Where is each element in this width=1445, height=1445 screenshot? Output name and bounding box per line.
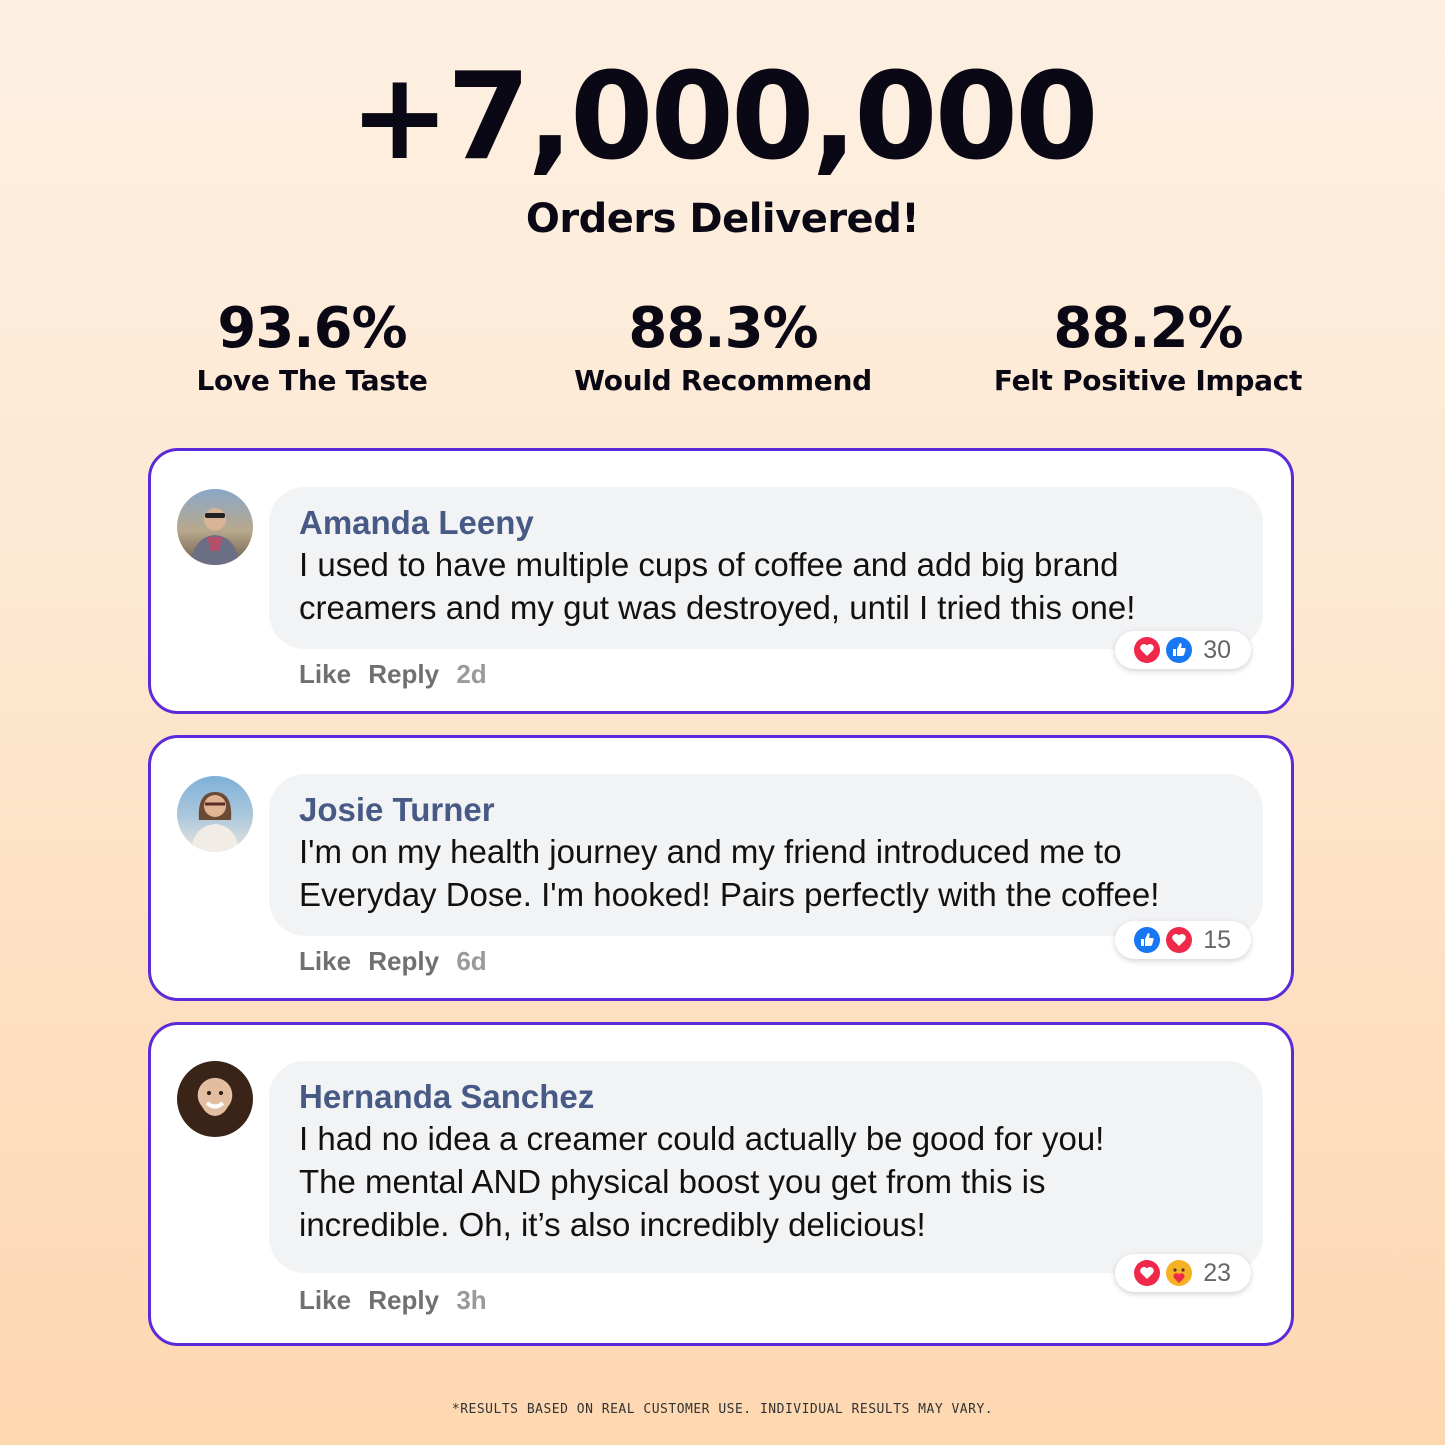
disclaimer: *RESULTS BASED ON REAL CUSTOMER USE. INDIVIDUAL RESULTS MAY VARY. — [451, 1402, 994, 1417]
stat-label: Love The Taste — [196, 364, 428, 397]
comment-line: incredible. Oh, it’s also incredibly delicious! — [299, 1206, 926, 1243]
review-card — [148, 1022, 1294, 1346]
stat-positive-impact — [938, 296, 1358, 397]
timestamp[interactable]: 3h — [456, 1285, 487, 1315]
comment-actions — [299, 946, 497, 977]
comment-bubble — [269, 487, 1263, 649]
like-icon — [1133, 926, 1161, 954]
avatar[interactable] — [177, 489, 253, 565]
heart-icon — [1133, 1259, 1161, 1287]
like-button[interactable]: Like — [299, 946, 352, 976]
care-icon — [1165, 1259, 1193, 1287]
reactions-badge[interactable] — [1115, 1254, 1251, 1292]
hero-number: +7,000,000 — [349, 48, 1096, 187]
avatar[interactable] — [177, 1061, 253, 1137]
comment-line: Everyday Dose. I'm hooked! Pairs perfectly with the coffee! — [299, 876, 1160, 913]
person-icon — [177, 1061, 253, 1137]
stat-love-taste — [102, 296, 522, 397]
reply-button[interactable]: Reply — [368, 1285, 440, 1315]
avatar[interactable] — [177, 776, 253, 852]
reactions-badge[interactable] — [1115, 631, 1251, 669]
comment-line: I used to have multiple cups of coffee and add big brand — [299, 546, 1119, 583]
stat-label: Would Recommend — [574, 364, 872, 397]
stat-value: 88.2% — [1053, 296, 1243, 361]
hero-subtitle: Orders Delivered! — [525, 196, 920, 242]
comment-line: I had no idea a creamer could actually be good for you! — [299, 1120, 1105, 1157]
comment-line: The mental AND physical boost you get from this is — [299, 1163, 1046, 1200]
stat-label: Felt Positive Impact — [993, 364, 1303, 397]
stat-value: 93.6% — [217, 296, 407, 361]
stat-value: 88.3% — [628, 296, 818, 361]
reply-button[interactable]: Reply — [368, 659, 440, 689]
reply-button[interactable]: Reply — [368, 946, 440, 976]
commenter-name[interactable]: Amanda Leeny — [299, 504, 534, 541]
reaction-count: 23 — [1203, 1258, 1231, 1287]
like-icon — [1165, 636, 1193, 664]
commenter-name[interactable]: Josie Turner — [299, 791, 495, 828]
heart-icon — [1165, 926, 1193, 954]
comment-actions — [299, 659, 497, 690]
commenter-name[interactable]: Hernanda Sanchez — [299, 1078, 595, 1115]
review-card — [148, 448, 1294, 714]
reaction-count: 15 — [1203, 925, 1231, 954]
person-icon — [177, 489, 253, 565]
comment-bubble — [269, 774, 1263, 936]
reaction-count: 30 — [1203, 635, 1231, 664]
comment-line: I'm on my health journey and my friend introduced me to — [299, 833, 1122, 870]
person-icon — [177, 776, 253, 852]
review-card — [148, 735, 1294, 1001]
like-button[interactable]: Like — [299, 1285, 352, 1315]
comment-bubble — [269, 1061, 1263, 1273]
timestamp[interactable]: 6d — [456, 946, 487, 976]
heart-icon — [1133, 636, 1161, 664]
like-button[interactable]: Like — [299, 659, 352, 689]
stat-would-recommend — [513, 296, 933, 397]
comment-line: creamers and my gut was destroyed, until I tried this one! — [299, 589, 1136, 626]
reactions-badge[interactable] — [1115, 921, 1251, 959]
timestamp[interactable]: 2d — [456, 659, 487, 689]
comment-actions — [299, 1285, 497, 1316]
